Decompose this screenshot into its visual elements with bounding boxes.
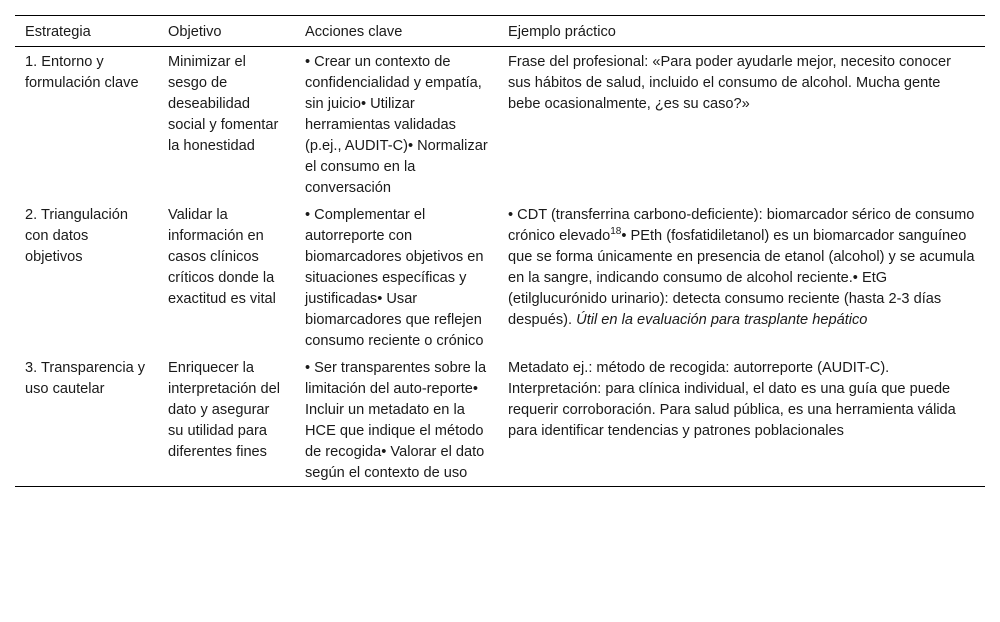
- ejemplo-text-part2: • PEth (fosfatidiletanol) es un biomarcador sanguíneo que se forma únicamente en presencia de etanol (alcohol) y se acumula en la sangre, indicando consumo de alcohol reciente.• EtG (etilglucurónido urinario): detecta consumo reciente (hasta 2-3 días después).: [508, 228, 975, 328]
- ejemplo-italic-note: Útil en la evaluación para trasplante hepático: [576, 312, 868, 328]
- cell-objetivo: Minimizar el sesgo de deseabilidad social y fomentar la honestidad: [168, 54, 279, 154]
- cell-estrategia: 2. Triangulación con datos objetivos: [25, 207, 129, 265]
- header-ejemplo-practico: Ejemplo práctico: [508, 24, 616, 40]
- table-header-row: [15, 16, 985, 47]
- cell-estrategia: 3. Transparencia y uso cautelar: [25, 360, 146, 397]
- cell-objetivo: Validar la información en casos clínicos críticos donde la exactitud es vital: [168, 207, 276, 307]
- cell-objetivo: Enriquecer la interpretación del dato y asegurar su utilidad para diferentes fines: [168, 360, 280, 460]
- cell-ejemplo: [498, 201, 985, 354]
- table-row: [15, 47, 985, 202]
- cell-acciones: • Complementar el autorreporte con biomarcadores objetivos en situaciones específicas y justificadas• Usar biomarcadores que reflejen consumo reciente o crónico: [305, 207, 484, 349]
- cell-estrategia: 1. Entorno y formulación clave: [25, 54, 139, 91]
- table-row: [15, 201, 985, 354]
- strategy-table: [15, 15, 985, 487]
- cell-ejemplo: Metadato ej.: método de recogida: autorreporte (AUDIT-C). Interpretación: para clínica individual, el dato es una guía que puede requerir corroboración. Para salud pública, es una herramienta válida para identificar tendencias y patrones poblacionales: [508, 360, 956, 439]
- reference-superscript: 18: [610, 226, 622, 237]
- header-estrategia: Estrategia: [25, 24, 91, 40]
- ejemplo-text-part1: • CDT (transferrina carbono-deficiente): biomarcador sérico de consumo crónico elevado: [508, 207, 975, 244]
- cell-acciones: • Crear un contexto de confidencialidad y empatía, sin juicio• Utilizar herramientas validadas (p.ej., AUDIT-C)• Normalizar el consumo en la conversación: [305, 54, 488, 196]
- header-acciones-clave: Acciones clave: [305, 24, 403, 40]
- table-row: [15, 354, 985, 487]
- header-objetivo: Objetivo: [168, 24, 222, 40]
- cell-acciones: • Ser transparentes sobre la limitación del auto-reporte• Incluir un metadato en la HCE que indique el método de recogida• Valorar el dato según el contexto de uso: [305, 360, 487, 481]
- cell-ejemplo: Frase del profesional: «Para poder ayudarle mejor, necesito conocer sus hábitos de salud, incluido el consumo de alcohol. Mucha gente bebe ocasionalmente, ¿es su caso?»: [508, 54, 951, 112]
- strategy-table-container: [15, 15, 985, 487]
